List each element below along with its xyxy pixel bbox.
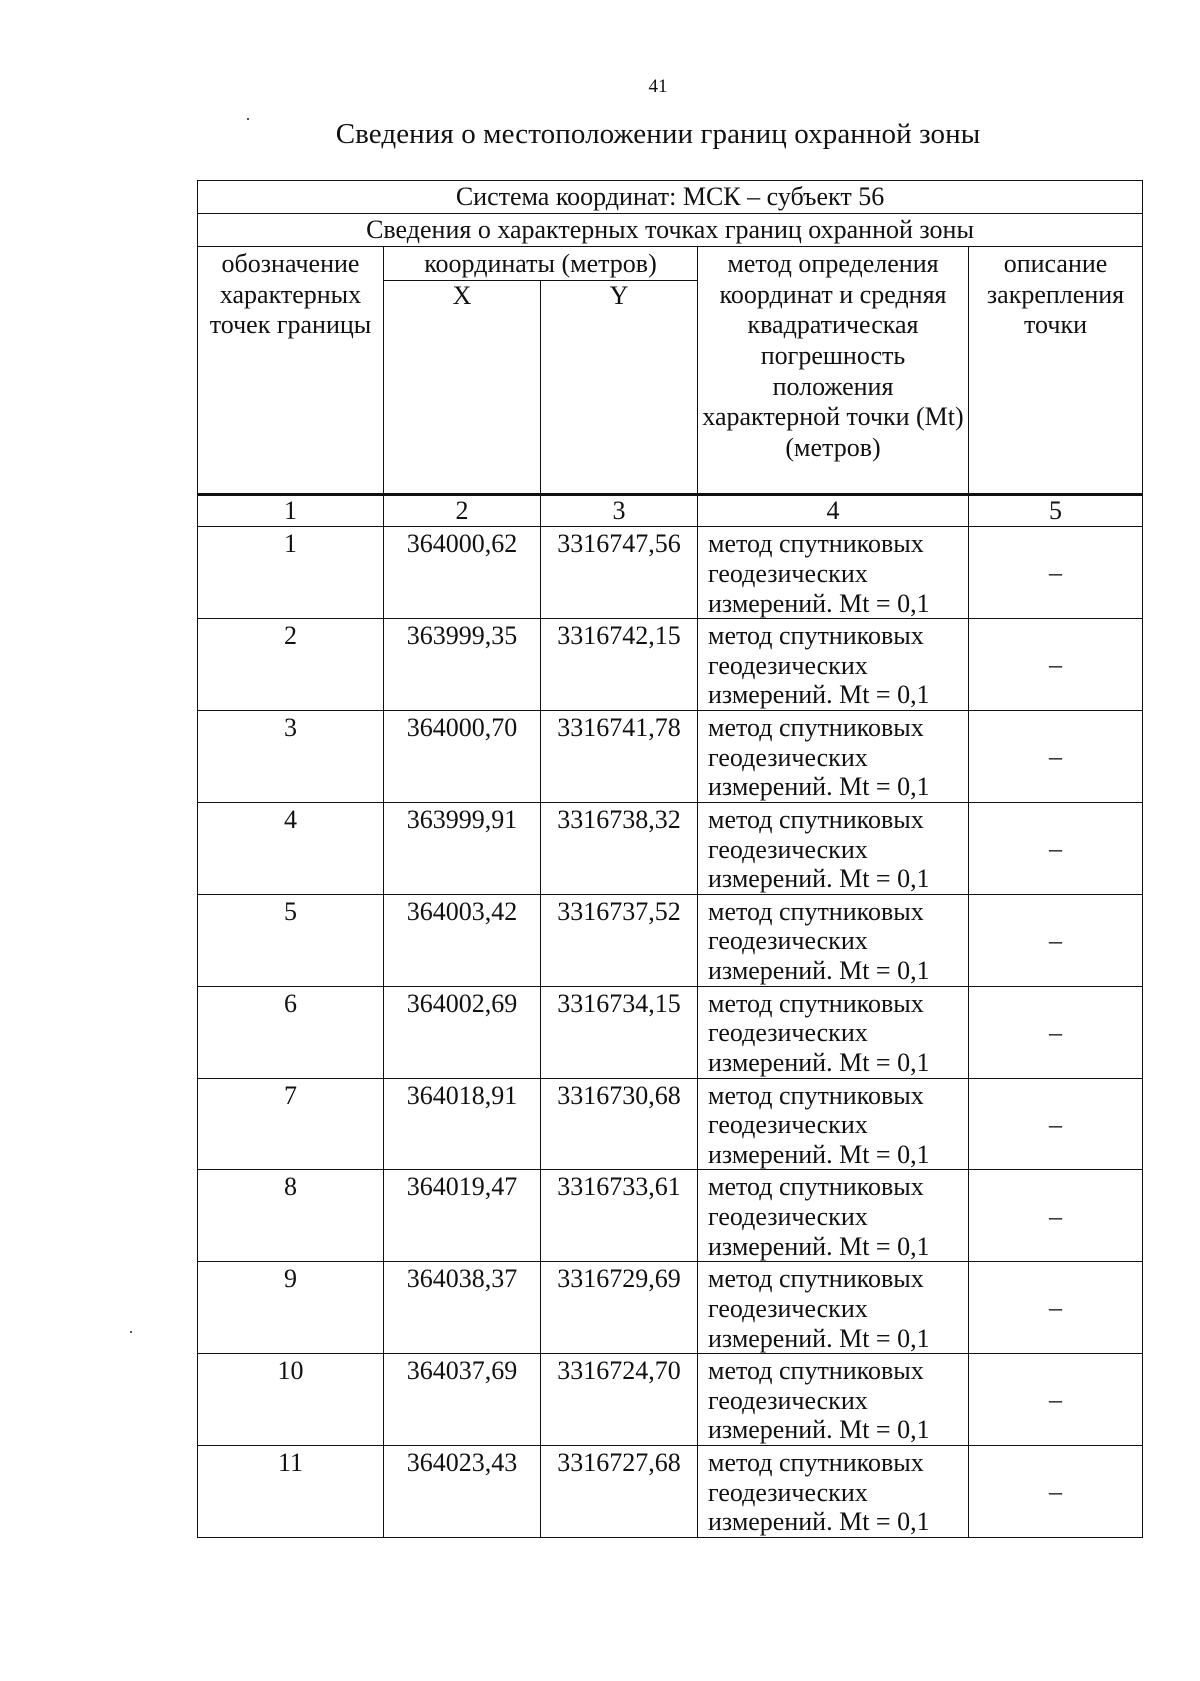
coordinate-x-cell: 364000,62 [384,527,541,619]
point-number-cell: 10 [198,1354,384,1446]
table-row [198,1078,1143,1170]
fixation-cell: – [969,1078,1143,1170]
section-title-row [198,214,1143,247]
coordinate-x-cell: 364019,47 [384,1170,541,1262]
point-number-cell: 5 [198,894,384,986]
method-cell: метод спутниковых геодезических измерений. Mt = 0,1 [698,986,969,1078]
coordinate-y-cell: 3316730,68 [541,1078,698,1170]
table-row [198,527,1143,619]
scan-speck [130,1331,132,1333]
fixation-cell: – [969,1354,1143,1446]
column-number: 5 [969,494,1143,527]
fixation-cell: – [969,711,1143,803]
method-cell: метод спутниковых геодезических измерений. Mt = 0,1 [698,711,969,803]
coordinate-x-cell: 364023,43 [384,1446,541,1538]
header-x: X [384,280,541,494]
method-cell: метод спутниковых геодезических измерений. Mt = 0,1 [698,1354,969,1446]
coordinate-x-cell: 364003,42 [384,894,541,986]
point-number-cell: 6 [198,986,384,1078]
coordinate-y-cell: 3316724,70 [541,1354,698,1446]
table-body [198,181,1143,1538]
coordinate-x-cell: 364000,70 [384,711,541,803]
header-fixation: описание закрепления точки [969,247,1143,495]
coordinate-system-row [198,181,1143,214]
fixation-cell: – [969,527,1143,619]
page-title: Сведения о местоположении границ охранной зоны [335,118,981,150]
point-number-cell: 7 [198,1078,384,1170]
column-number: 4 [698,494,969,527]
method-cell: метод спутниковых геодезических измерений. Mt = 0,1 [698,1170,969,1262]
fixation-cell: – [969,619,1143,711]
column-number: 2 [384,494,541,527]
header-y: Y [541,280,698,494]
coordinate-y-cell: 3316737,52 [541,894,698,986]
scan-speck [247,118,249,120]
fixation-cell: – [969,894,1143,986]
point-number-cell: 9 [198,1262,384,1354]
coordinate-x-cell: 364002,69 [384,986,541,1078]
coordinate-y-cell: 3316742,15 [541,619,698,711]
method-cell: метод спутниковых геодезических измерений. Mt = 0,1 [698,1446,969,1538]
header-row [198,247,1143,281]
coordinate-y-cell: 3316733,61 [541,1170,698,1262]
section-title-cell: Сведения о характерных точках границ охранной зоны [198,214,1143,247]
coordinate-x-cell: 363999,35 [384,619,541,711]
method-cell: метод спутниковых геодезических измерений. Mt = 0,1 [698,894,969,986]
header-coordinates: координаты (метров) [384,247,698,281]
fixation-cell: – [969,1446,1143,1538]
coordinate-y-cell: 3316741,78 [541,711,698,803]
fixation-cell: – [969,1262,1143,1354]
method-cell: метод спутниковых геодезических измерений. Mt = 0,1 [698,527,969,619]
boundary-points-table [197,180,1143,1538]
table-row [198,1354,1143,1446]
table-row [198,802,1143,894]
point-number-cell: 3 [198,711,384,803]
table-row [198,619,1143,711]
point-number-cell: 1 [198,527,384,619]
coordinate-x-cell: 363999,91 [384,802,541,894]
table-row [198,711,1143,803]
point-number-cell: 11 [198,1446,384,1538]
header-point-designation: обозначение характерных точек границы [198,247,384,495]
point-number-cell: 8 [198,1170,384,1262]
method-cell: метод спутниковых геодезических измерений. Mt = 0,1 [698,802,969,894]
point-number-cell: 2 [198,619,384,711]
fixation-cell: – [969,802,1143,894]
coordinate-system-cell: Система координат: МСК – субъект 56 [198,181,1143,214]
coordinate-y-cell: 3316747,56 [541,527,698,619]
method-cell: метод спутниковых геодезических измерений. Mt = 0,1 [698,1078,969,1170]
column-number: 3 [541,494,698,527]
table-row [198,1170,1143,1262]
coordinate-x-cell: 364018,91 [384,1078,541,1170]
coordinate-y-cell: 3316729,69 [541,1262,698,1354]
coordinate-x-cell: 364038,37 [384,1262,541,1354]
table-row [198,986,1143,1078]
table-row [198,894,1143,986]
page-number: 41 [648,76,668,97]
coordinate-y-cell: 3316734,15 [541,986,698,1078]
fixation-cell: – [969,1170,1143,1262]
header-method: метод определения координат и средняя квадратическая погрешность положения характерной точки (Mt) (метров) [698,247,969,495]
point-number-cell: 4 [198,802,384,894]
column-numbers-row [198,494,1143,527]
coordinate-x-cell: 364037,69 [384,1354,541,1446]
coordinate-y-cell: 3316738,32 [541,802,698,894]
method-cell: метод спутниковых геодезических измерений. Mt = 0,1 [698,619,969,711]
table-row [198,1262,1143,1354]
fixation-cell: – [969,986,1143,1078]
table-row [198,1446,1143,1538]
method-cell: метод спутниковых геодезических измерений. Mt = 0,1 [698,1262,969,1354]
column-number: 1 [198,494,384,527]
coordinate-y-cell: 3316727,68 [541,1446,698,1538]
